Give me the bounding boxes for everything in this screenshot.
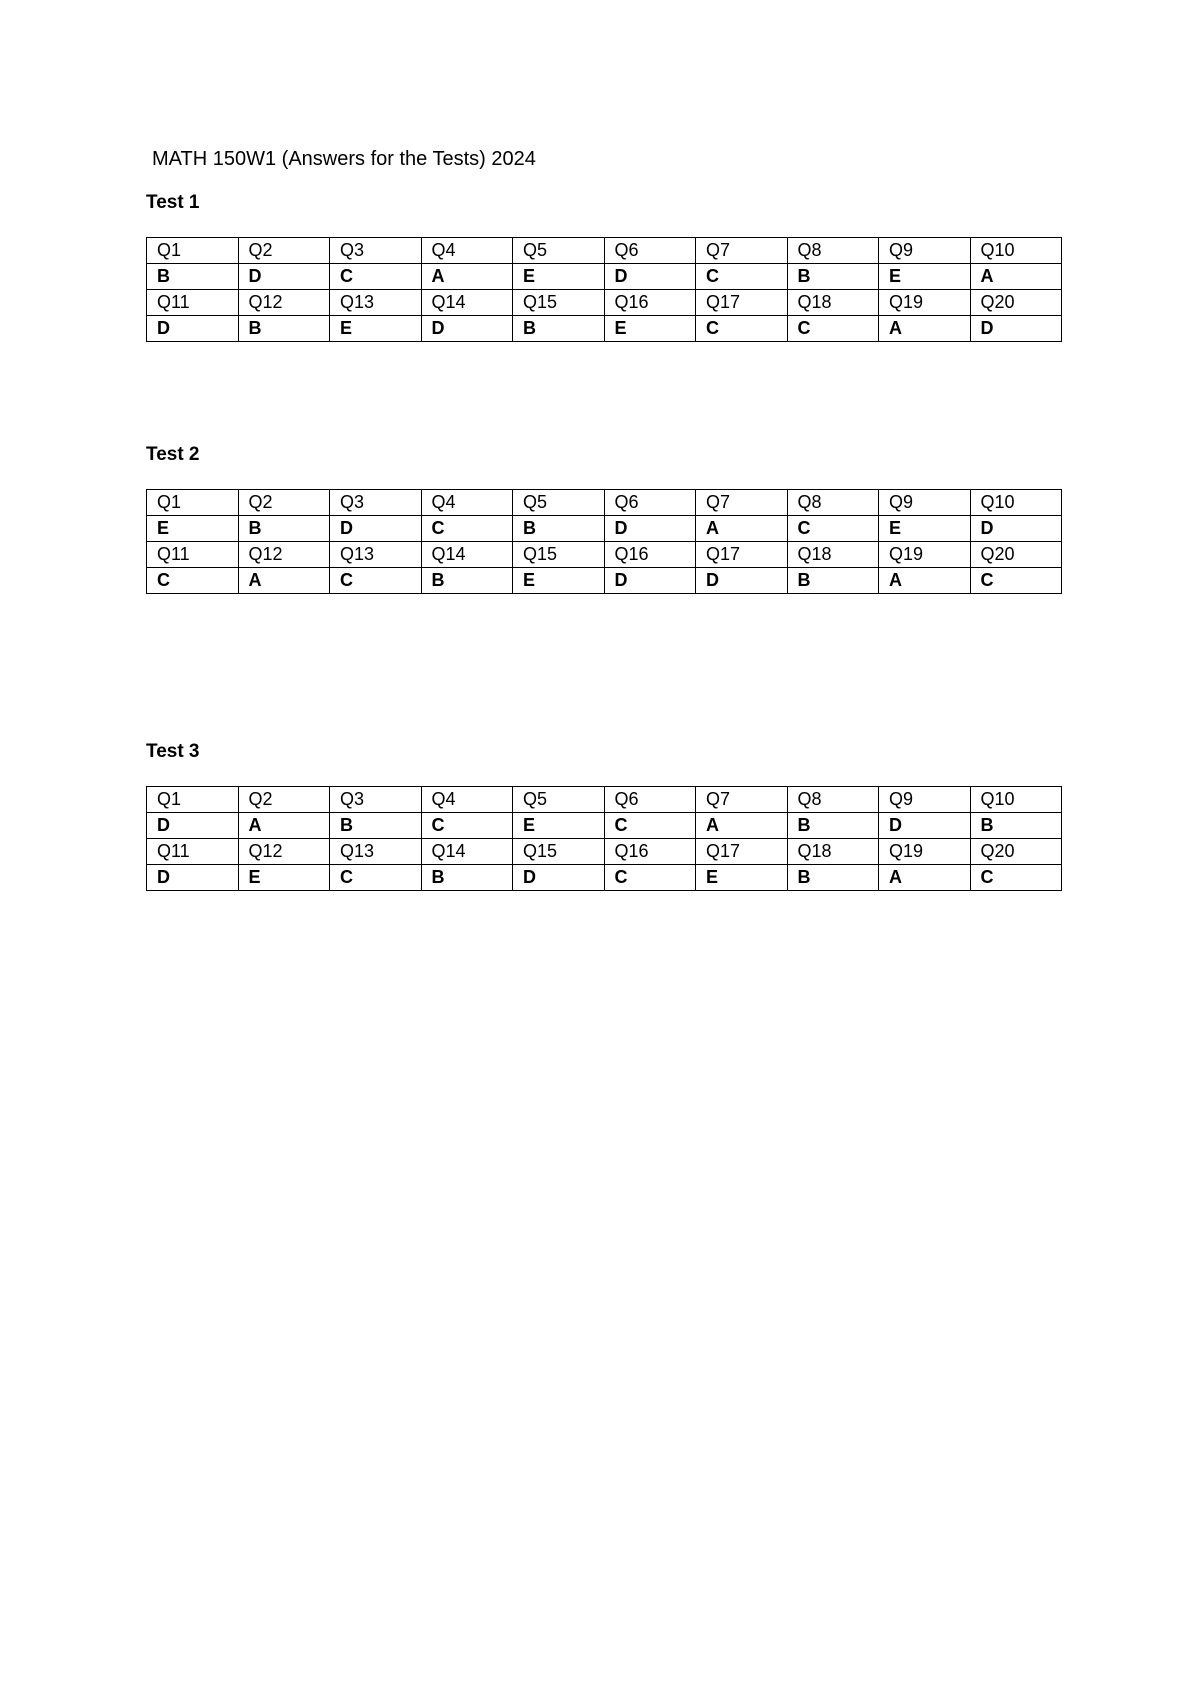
answer-cell: E (604, 316, 696, 342)
answer-cell: C (970, 865, 1062, 891)
answer-cell: B (787, 865, 879, 891)
question-label-cell: Q16 (604, 839, 696, 865)
answer-row (147, 316, 1062, 342)
answer-cell: C (330, 568, 422, 594)
answer-cell: D (147, 813, 239, 839)
question-label-cell: Q17 (696, 839, 788, 865)
question-label-cell: Q10 (970, 238, 1062, 264)
answer-cell: B (421, 568, 513, 594)
question-label-cell: Q2 (238, 490, 330, 516)
answer-row (147, 264, 1062, 290)
question-label-cell: Q13 (330, 290, 422, 316)
question-label-cell: Q4 (421, 490, 513, 516)
question-label-cell: Q8 (787, 490, 879, 516)
test-1-heading: Test 1 (146, 192, 200, 213)
question-label-cell: Q13 (330, 542, 422, 568)
question-label-cell: Q10 (970, 787, 1062, 813)
question-label-cell: Q2 (238, 238, 330, 264)
question-label-cell: Q11 (147, 839, 239, 865)
answer-cell: E (330, 316, 422, 342)
answer-cell: A (696, 813, 788, 839)
answer-cell: D (513, 865, 605, 891)
question-label-cell: Q13 (330, 839, 422, 865)
answer-cell: B (513, 316, 605, 342)
question-label-cell: Q6 (604, 787, 696, 813)
page-title: MATH 150W1 (Answers for the Tests) 2024 (152, 148, 536, 170)
question-label-cell: Q9 (879, 490, 971, 516)
answer-cell: C (970, 568, 1062, 594)
question-label-cell: Q8 (787, 787, 879, 813)
question-label-cell: Q20 (970, 290, 1062, 316)
question-row (147, 787, 1062, 813)
answer-cell: A (238, 568, 330, 594)
answer-row (147, 865, 1062, 891)
question-label-cell: Q14 (421, 290, 513, 316)
question-row (147, 839, 1062, 865)
answer-cell: C (604, 865, 696, 891)
answer-cell: C (696, 264, 788, 290)
question-label-cell: Q18 (787, 290, 879, 316)
question-label-cell: Q19 (879, 839, 971, 865)
question-label-cell: Q5 (513, 787, 605, 813)
answer-cell: E (696, 865, 788, 891)
answer-cell: D (330, 516, 422, 542)
question-label-cell: Q12 (238, 542, 330, 568)
question-label-cell: Q19 (879, 290, 971, 316)
answer-cell: C (604, 813, 696, 839)
answer-cell: B (513, 516, 605, 542)
question-label-cell: Q7 (696, 490, 788, 516)
answer-cell: E (513, 264, 605, 290)
question-label-cell: Q15 (513, 839, 605, 865)
question-label-cell: Q1 (147, 490, 239, 516)
answer-cell: B (787, 568, 879, 594)
question-label-cell: Q4 (421, 238, 513, 264)
question-label-cell: Q11 (147, 290, 239, 316)
answer-cell: C (421, 516, 513, 542)
question-label-cell: Q18 (787, 542, 879, 568)
answer-cell: B (970, 813, 1062, 839)
answer-cell: E (147, 516, 239, 542)
test-1-answer-table (146, 237, 1062, 342)
question-label-cell: Q8 (787, 238, 879, 264)
question-label-cell: Q9 (879, 787, 971, 813)
question-row (147, 490, 1062, 516)
answer-cell: A (421, 264, 513, 290)
question-label-cell: Q19 (879, 542, 971, 568)
question-label-cell: Q1 (147, 238, 239, 264)
answer-cell: B (238, 516, 330, 542)
question-label-cell: Q1 (147, 787, 239, 813)
answer-cell: A (879, 568, 971, 594)
answer-row (147, 516, 1062, 542)
answer-cell: D (970, 316, 1062, 342)
answer-cell: D (879, 813, 971, 839)
question-label-cell: Q4 (421, 787, 513, 813)
question-row (147, 542, 1062, 568)
test-3-heading: Test 3 (146, 741, 200, 762)
question-label-cell: Q3 (330, 238, 422, 264)
question-label-cell: Q5 (513, 490, 605, 516)
answer-cell: B (147, 264, 239, 290)
answer-cell: D (604, 568, 696, 594)
answer-cell: C (787, 316, 879, 342)
question-label-cell: Q10 (970, 490, 1062, 516)
answer-cell: C (421, 813, 513, 839)
question-label-cell: Q20 (970, 542, 1062, 568)
answer-cell: E (238, 865, 330, 891)
question-label-cell: Q16 (604, 542, 696, 568)
answer-cell: C (787, 516, 879, 542)
question-label-cell: Q3 (330, 787, 422, 813)
question-label-cell: Q11 (147, 542, 239, 568)
answer-cell: D (604, 516, 696, 542)
question-label-cell: Q14 (421, 839, 513, 865)
answer-cell: E (513, 813, 605, 839)
question-label-cell: Q17 (696, 542, 788, 568)
answer-cell: E (879, 516, 971, 542)
question-label-cell: Q6 (604, 238, 696, 264)
answer-cell: D (238, 264, 330, 290)
answer-row (147, 568, 1062, 594)
question-row (147, 290, 1062, 316)
answer-cell: C (330, 865, 422, 891)
answer-cell: E (879, 264, 971, 290)
answer-cell: B (421, 865, 513, 891)
answer-cell: D (970, 516, 1062, 542)
question-label-cell: Q7 (696, 787, 788, 813)
test-2-answer-table (146, 489, 1062, 594)
question-label-cell: Q2 (238, 787, 330, 813)
answer-cell: D (147, 865, 239, 891)
question-label-cell: Q16 (604, 290, 696, 316)
answer-cell: B (238, 316, 330, 342)
answer-cell: B (787, 813, 879, 839)
answer-cell: C (696, 316, 788, 342)
answer-cell: A (970, 264, 1062, 290)
question-label-cell: Q14 (421, 542, 513, 568)
answer-cell: B (330, 813, 422, 839)
question-label-cell: Q6 (604, 490, 696, 516)
answer-cell: B (787, 264, 879, 290)
answer-cell: E (513, 568, 605, 594)
answer-cell: D (147, 316, 239, 342)
question-label-cell: Q15 (513, 290, 605, 316)
answer-cell: A (879, 865, 971, 891)
answer-cell: D (421, 316, 513, 342)
question-label-cell: Q5 (513, 238, 605, 264)
answer-cell: A (238, 813, 330, 839)
question-label-cell: Q15 (513, 542, 605, 568)
test-3-answer-table (146, 786, 1062, 891)
question-label-cell: Q12 (238, 839, 330, 865)
answer-cell: A (696, 516, 788, 542)
question-row (147, 238, 1062, 264)
answer-cell: D (696, 568, 788, 594)
question-label-cell: Q18 (787, 839, 879, 865)
question-label-cell: Q17 (696, 290, 788, 316)
question-label-cell: Q9 (879, 238, 971, 264)
question-label-cell: Q12 (238, 290, 330, 316)
answer-row (147, 813, 1062, 839)
question-label-cell: Q7 (696, 238, 788, 264)
question-label-cell: Q3 (330, 490, 422, 516)
answer-cell: D (604, 264, 696, 290)
test-2-heading: Test 2 (146, 444, 200, 465)
answer-cell: C (330, 264, 422, 290)
question-label-cell: Q20 (970, 839, 1062, 865)
answer-cell: C (147, 568, 239, 594)
answer-cell: A (879, 316, 971, 342)
